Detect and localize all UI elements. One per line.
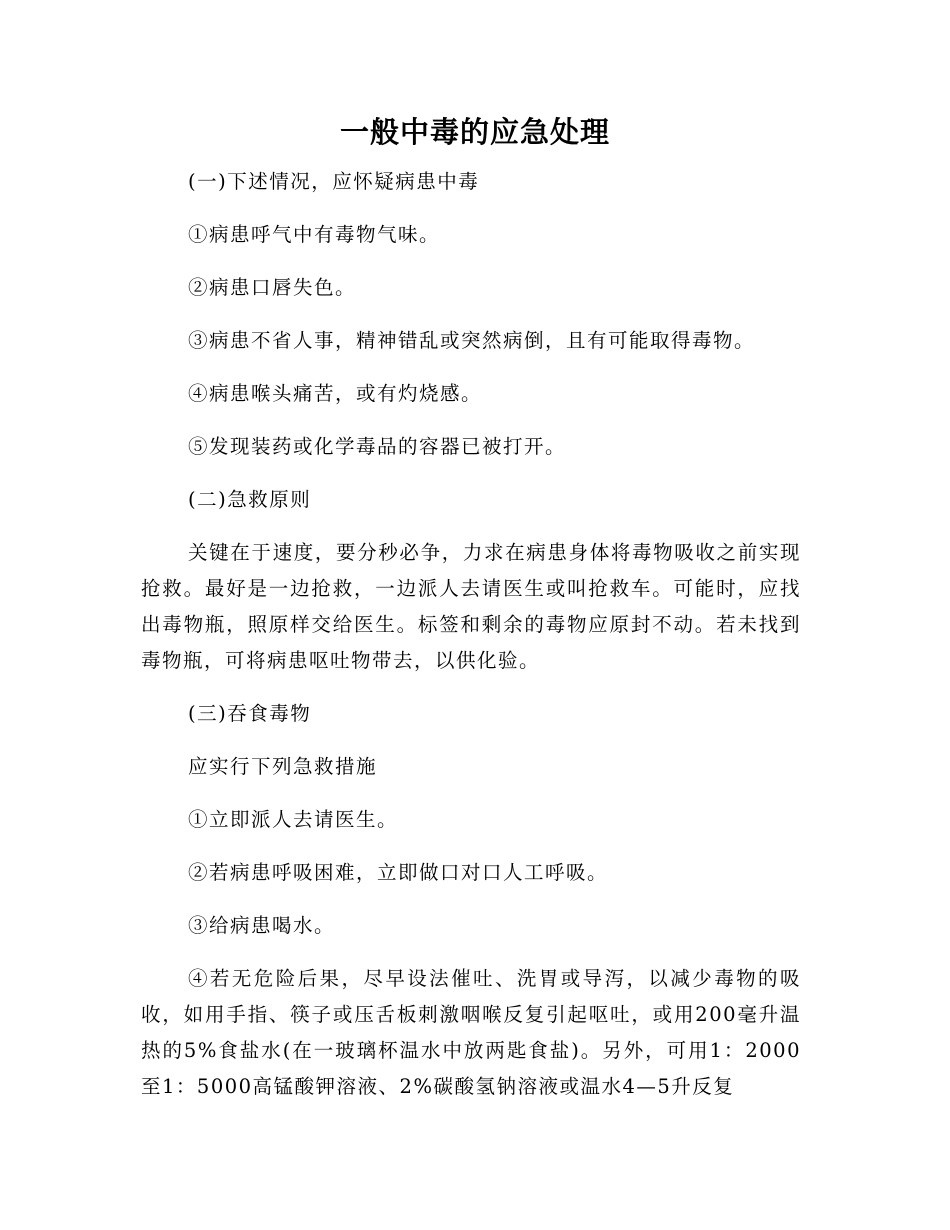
document-title: 一般中毒的应急处理 xyxy=(339,115,610,149)
section-heading-1: (一)下述情况，应怀疑病患中毒 xyxy=(188,170,480,193)
list-item: ②病患口唇失色。 xyxy=(188,276,357,299)
list-item: ①病患呼气中有毒物气味。 xyxy=(188,223,441,246)
list-item: ①立即派人去请医生。 xyxy=(188,808,399,831)
body-paragraph: 应实行下列急救措施 xyxy=(188,755,378,778)
section-heading-3: (三)吞食毒物 xyxy=(188,702,312,725)
list-item: ③病患不省人事，精神错乱或突然病倒，且有可能取得毒物。 xyxy=(188,329,756,352)
list-item: ③给病患喝水。 xyxy=(188,914,336,937)
list-item: ④若无危险后果，尽早设法催吐、洗胃或导泻，以减少毒物的吸收，如用手指、筷子或压舌板刺激咽喉反复引起呕吐，或用200毫升温热的5%食盐水(在一玻璃杯温水中放两匙食盐)。另外，可用1：2000至1：5000高锰酸钾溶液、2%碳酸氢钠溶液或温水4—5升反复 xyxy=(141,967,801,1098)
list-item: ②若病患呼吸困难，立即做口对口人工呼吸。 xyxy=(188,861,609,884)
list-item: ④病患喉头痛苦，或有灼烧感。 xyxy=(188,382,483,405)
section-heading-2: (二)急救原则 xyxy=(188,488,312,511)
document-body xyxy=(141,164,801,1122)
body-paragraph: 关键在于速度，要分秒必争，力求在病患身体将毒物吸收之前实现抢救。最好是一边抢救，一边派人去请医生或叫抢救车。可能时，应找出毒物瓶，照原样交给医生。标签和剩余的毒物应原封不动。若未找到毒物瓶，可将病患呕吐物带去，以供化验。 xyxy=(141,541,801,672)
list-item: ⑤发现装药或化学毒品的容器已被打开。 xyxy=(188,435,567,458)
